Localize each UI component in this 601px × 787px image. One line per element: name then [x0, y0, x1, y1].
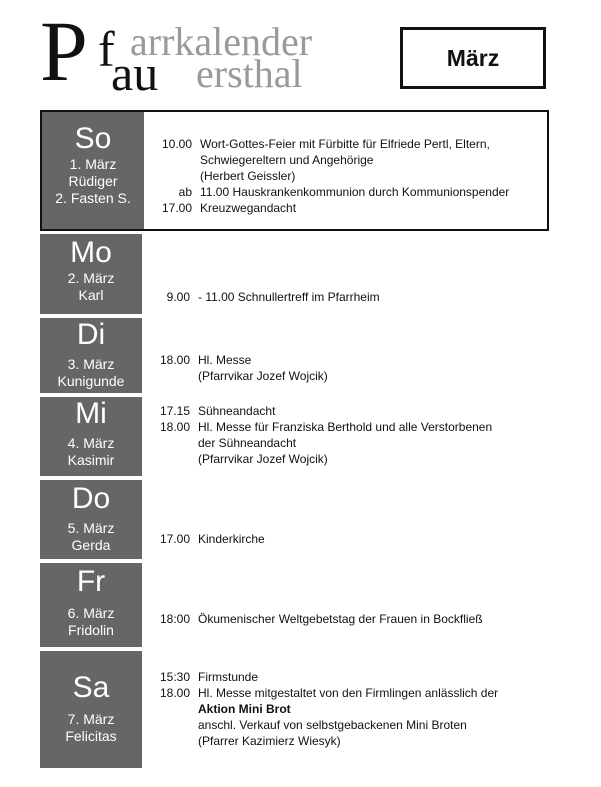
entry-text-bold: Aktion Mini Brot: [198, 702, 291, 716]
day-abbr: Di: [76, 318, 106, 351]
day-date: 3. März: [67, 356, 115, 372]
entry-time: 9.00: [166, 290, 190, 304]
day-entries: [156, 531, 541, 547]
entry: [156, 685, 541, 701]
entry: [156, 531, 541, 547]
day-abbr: Sa: [72, 671, 110, 704]
day-block-wednesday: [40, 397, 549, 476]
logo-line1-rest: arrkalender: [130, 19, 313, 64]
day-block-friday: [40, 563, 549, 647]
logo-letters-au: au: [111, 45, 159, 101]
day-entries: [156, 289, 541, 305]
day-block-monday: [40, 234, 549, 314]
entry: [156, 403, 541, 419]
day-name: 2. Fasten S.: [55, 190, 131, 206]
entry-time: 10.00: [161, 137, 192, 151]
day-date: 1. März: [69, 156, 117, 172]
entry-time: [156, 717, 190, 749]
logo-line2-rest: ersthal: [196, 51, 303, 96]
entry: [158, 184, 539, 200]
entry-time: ab: [178, 185, 192, 199]
entry: [156, 289, 541, 305]
day-name: Karl: [78, 287, 104, 303]
entry-time: 18.00: [159, 686, 190, 700]
day-date: 6. März: [67, 605, 115, 621]
entry-time: 18.00: [159, 420, 190, 434]
day-name: Kunigunde: [57, 373, 125, 389]
entry-text: - 11.00 Schnullertreff im Pfarrheim: [198, 290, 380, 304]
day-block-thursday: [40, 480, 549, 559]
day-label-panel: [40, 318, 142, 393]
entry-text: Hl. Messe mitgestaltet von den Firmlingen anlässlich der: [198, 686, 499, 700]
entry-text: Ökumenischer Weltgebetstag der Frauen in Bockfließ: [198, 612, 483, 626]
day-abbr: Mo: [70, 236, 112, 269]
day-abbr: So: [74, 122, 112, 155]
entry: [158, 136, 539, 184]
entry: [158, 200, 539, 216]
day-label-panel: [40, 651, 142, 768]
day-name: Kasimir: [67, 452, 115, 468]
entry-time: 18.00: [159, 353, 190, 367]
day-date: 7. März: [67, 711, 115, 727]
logo-letter-f: f: [98, 21, 115, 77]
day-label-panel: [40, 563, 142, 647]
entry-text: Kreuzwegandacht: [200, 201, 297, 215]
month-title: März: [400, 27, 546, 89]
day-block-tuesday: [40, 318, 549, 393]
day-label-panel: [40, 234, 142, 314]
day-abbr: Fr: [76, 565, 106, 598]
entry-text: anschl. Verkauf von selbstgebackenen Mini Broten (Pfarrer Kazimierz Wiesyk): [198, 718, 467, 748]
day-entries: [158, 136, 539, 216]
day-date: 4. März: [67, 435, 115, 451]
entry-text: Hl. Messe (Pfarrvikar Jozef Wojcik): [198, 353, 328, 383]
logo-letter-p: P: [40, 3, 88, 99]
entry-text: Kinderkirche: [198, 532, 265, 546]
day-entries: [156, 352, 541, 384]
parish-logo: [40, 3, 392, 101]
day-label-panel: [42, 112, 144, 229]
day-block-sunday: [40, 110, 549, 231]
entry-text: Wort-Gottes-Feier mit Fürbitte für Elfriede Pertl, Eltern, Schwiegereltern und Angehörige (Herbert Geissler): [200, 137, 490, 183]
day-label-panel: [40, 397, 142, 476]
day-abbr: Do: [71, 482, 111, 515]
entry-time: 18:00: [159, 612, 190, 626]
day-name: Rüdiger: [68, 173, 118, 189]
entry: [156, 669, 541, 685]
day-label-panel: [40, 480, 142, 559]
entry: [156, 352, 541, 384]
entry-text: Sühneandacht: [198, 404, 276, 418]
entry: [156, 717, 541, 749]
entry: [156, 419, 541, 467]
day-entries: [156, 403, 541, 467]
entry-text: Hl. Messe für Franziska Berthold und alle Verstorbenen der Sühneandacht (Pfarrvikar Jozef Wojcik): [198, 420, 493, 466]
day-name: Felicitas: [65, 728, 117, 744]
entry-time: [156, 701, 190, 717]
day-entries: [156, 669, 541, 749]
day-abbr: Mi: [75, 397, 107, 430]
entry-time: 17.15: [159, 404, 190, 418]
entry-time: 17.00: [161, 201, 192, 215]
entry-time: 17.00: [159, 532, 190, 546]
day-name: Gerda: [71, 537, 111, 553]
day-block-saturday: [40, 651, 549, 768]
day-entries: [156, 611, 541, 627]
day-date: 2. März: [67, 270, 115, 286]
entry-time: 15:30: [159, 670, 190, 684]
entry: [156, 611, 541, 627]
entry-text: Firmstunde: [198, 670, 259, 684]
entry-text: 11.00 Hauskrankenkommunion durch Kommunionspender: [200, 185, 510, 199]
entry: [156, 701, 541, 717]
day-name: Fridolin: [68, 622, 114, 638]
day-date: 5. März: [67, 520, 115, 536]
